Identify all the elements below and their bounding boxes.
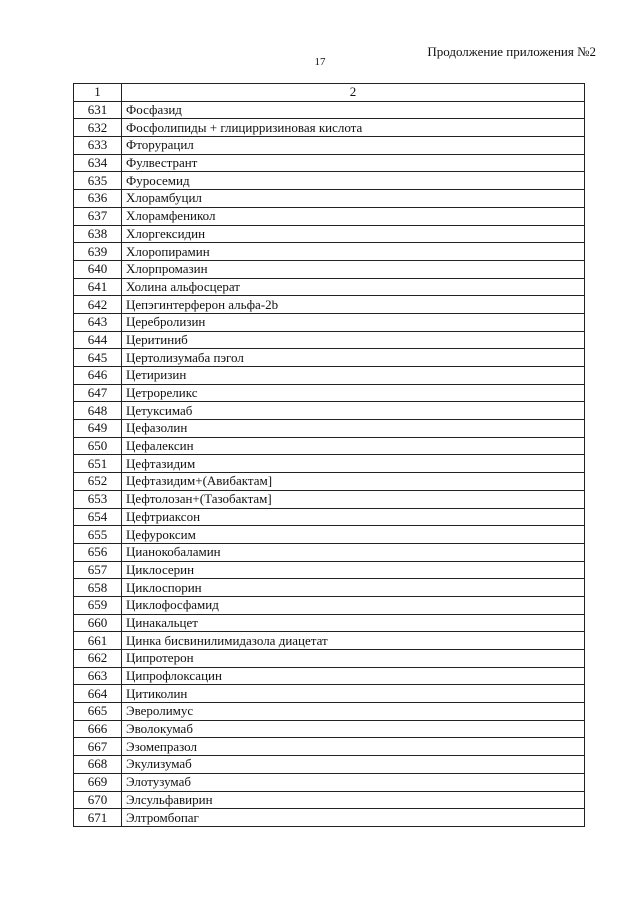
drug-name: Цианокобаламин: [122, 543, 585, 561]
page-number: 17: [314, 56, 326, 68]
drug-name: Фосфазид: [122, 101, 585, 119]
drug-name: Эзомепразол: [122, 738, 585, 756]
drug-list-table: [73, 83, 585, 827]
drug-name: Хлоргексидин: [122, 225, 585, 243]
row-number: 653: [74, 490, 122, 508]
drug-name: Церебролизин: [122, 313, 585, 331]
row-number: 642: [74, 296, 122, 314]
drug-name: Цетрореликс: [122, 384, 585, 402]
column-header-number: 1: [74, 84, 122, 102]
table-row: [74, 172, 585, 190]
drug-name: Фосфолипиды + глицирризиновая кислота: [122, 119, 585, 137]
row-number: 671: [74, 809, 122, 827]
row-number: 657: [74, 561, 122, 579]
table-row: [74, 420, 585, 438]
table-row: [74, 596, 585, 614]
drug-name: Цефтазидим: [122, 455, 585, 473]
row-number: 632: [74, 119, 122, 137]
row-number: 656: [74, 543, 122, 561]
row-number: 670: [74, 791, 122, 809]
drug-name: Цинка бисвинилимидазола диацетат: [122, 632, 585, 650]
row-number: 669: [74, 773, 122, 791]
row-number: 638: [74, 225, 122, 243]
drug-name: Цефалексин: [122, 437, 585, 455]
row-number: 637: [74, 207, 122, 225]
row-number: 658: [74, 579, 122, 597]
table-row: [74, 243, 585, 261]
table-row: [74, 367, 585, 385]
table-row: [74, 437, 585, 455]
table-row: [74, 508, 585, 526]
table-row: [74, 296, 585, 314]
appendix-continuation-note: Продолжение приложения №2: [427, 44, 596, 59]
drug-name: Циклофосфамид: [122, 596, 585, 614]
table-row: [74, 473, 585, 491]
table-row: [74, 773, 585, 791]
row-number: 659: [74, 596, 122, 614]
row-number: 655: [74, 526, 122, 544]
table-row: [74, 738, 585, 756]
table-row: [74, 720, 585, 738]
drug-name: Эволокумаб: [122, 720, 585, 738]
row-number: 635: [74, 172, 122, 190]
row-number: 639: [74, 243, 122, 261]
column-header-name: 2: [122, 84, 585, 102]
table-row: [74, 561, 585, 579]
drug-name: Холина альфосцерат: [122, 278, 585, 296]
drug-name: Циклоспорин: [122, 579, 585, 597]
table-row: [74, 614, 585, 632]
table-row: [74, 137, 585, 155]
table-row: [74, 384, 585, 402]
drug-name: Циклосерин: [122, 561, 585, 579]
row-number: 660: [74, 614, 122, 632]
drug-name: Элотузумаб: [122, 773, 585, 791]
drug-name: Ципротерон: [122, 650, 585, 668]
table-row: [74, 809, 585, 827]
table-body: [74, 101, 585, 826]
row-number: 652: [74, 473, 122, 491]
drug-name: Цепэгинтерферон альфа-2b: [122, 296, 585, 314]
row-number: 631: [74, 101, 122, 119]
drug-name: Экулизумаб: [122, 756, 585, 774]
drug-name: Хлорпромазин: [122, 260, 585, 278]
table-row: [74, 154, 585, 172]
drug-name: Фулвестрант: [122, 154, 585, 172]
table-row: [74, 349, 585, 367]
row-number: 645: [74, 349, 122, 367]
table-row: [74, 703, 585, 721]
table-row: [74, 650, 585, 668]
row-number: 667: [74, 738, 122, 756]
row-number: 649: [74, 420, 122, 438]
drug-name: Цертолизумаба пэгол: [122, 349, 585, 367]
row-number: 644: [74, 331, 122, 349]
row-number: 666: [74, 720, 122, 738]
row-number: 665: [74, 703, 122, 721]
table-row: [74, 101, 585, 119]
row-number: 646: [74, 367, 122, 385]
row-number: 641: [74, 278, 122, 296]
table-header-row: [74, 84, 585, 102]
table-row: [74, 455, 585, 473]
row-number: 643: [74, 313, 122, 331]
row-number: 664: [74, 685, 122, 703]
drug-name: Цефуроксим: [122, 526, 585, 544]
row-number: 650: [74, 437, 122, 455]
drug-name: Цетуксимаб: [122, 402, 585, 420]
drug-name: Цефтазидим+(Авибактам]: [122, 473, 585, 491]
table-row: [74, 490, 585, 508]
table-row: [74, 207, 585, 225]
drug-name: Цетиризин: [122, 367, 585, 385]
drug-name: Хлоропирамин: [122, 243, 585, 261]
drug-name: Цитиколин: [122, 685, 585, 703]
row-number: 662: [74, 650, 122, 668]
drug-name: Фторурацил: [122, 137, 585, 155]
drug-name: Цефтолозан+(Тазобактам]: [122, 490, 585, 508]
row-number: 634: [74, 154, 122, 172]
row-number: 636: [74, 190, 122, 208]
drug-name: Хлорамфеникол: [122, 207, 585, 225]
table-row: [74, 119, 585, 137]
table-row: [74, 632, 585, 650]
row-number: 663: [74, 667, 122, 685]
drug-name: Хлорамбуцил: [122, 190, 585, 208]
table-row: [74, 543, 585, 561]
drug-name: Ципрофлоксацин: [122, 667, 585, 685]
row-number: 651: [74, 455, 122, 473]
table-row: [74, 402, 585, 420]
drug-name: Цинакальцет: [122, 614, 585, 632]
row-number: 648: [74, 402, 122, 420]
row-number: 647: [74, 384, 122, 402]
drug-name: Элтромбопаг: [122, 809, 585, 827]
table-row: [74, 313, 585, 331]
table-row: [74, 756, 585, 774]
table-row: [74, 579, 585, 597]
table-row: [74, 278, 585, 296]
table-row: [74, 225, 585, 243]
row-number: 654: [74, 508, 122, 526]
table-row: [74, 331, 585, 349]
drug-name: Фуросемид: [122, 172, 585, 190]
row-number: 633: [74, 137, 122, 155]
table-row: [74, 190, 585, 208]
drug-name: Церитиниб: [122, 331, 585, 349]
table-row: [74, 260, 585, 278]
row-number: 661: [74, 632, 122, 650]
row-number: 668: [74, 756, 122, 774]
table-row: [74, 685, 585, 703]
drug-name: Эверолимус: [122, 703, 585, 721]
drug-name: Элсульфавирин: [122, 791, 585, 809]
drug-name: Цефазолин: [122, 420, 585, 438]
table-row: [74, 526, 585, 544]
row-number: 640: [74, 260, 122, 278]
table-row: [74, 667, 585, 685]
drug-name: Цефтриаксон: [122, 508, 585, 526]
table-row: [74, 791, 585, 809]
